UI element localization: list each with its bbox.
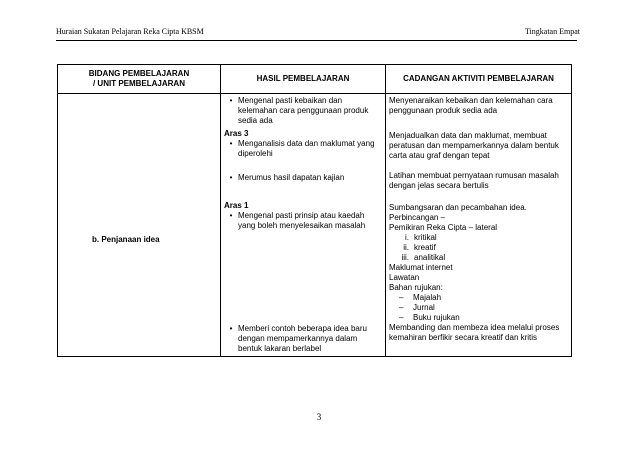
list-item: – Buku rujukan [399, 313, 460, 322]
dash-icon: – [399, 293, 404, 302]
hasil-item: • Memberi contoh beberapa idea baru dengan mempamerkannya dalam bentuk lakaran berlabel [224, 324, 382, 354]
syllabus-table [57, 64, 572, 357]
aktiviti-cell [386, 94, 572, 357]
bullet-icon: • [229, 173, 233, 182]
list-item: i. kritikal [405, 233, 437, 242]
aktiviti-line: Lawatan [389, 273, 420, 282]
bullet-icon: • [229, 139, 233, 148]
aras-3-heading: Aras 3 [224, 129, 249, 138]
table-header-row [58, 65, 572, 94]
list-item: ii. kreatif [403, 243, 436, 252]
hasil-cell [221, 94, 386, 357]
bullet-icon: • [229, 324, 233, 333]
page-number: 3 [316, 412, 322, 422]
column-header-bidang-line1: BIDANG PEMBELAJARAN [88, 69, 190, 78]
running-header-form: Tingkatan Empat [524, 27, 580, 36]
column-header-bidang-line2: / UNIT PEMBELAJARAN [92, 79, 185, 88]
list-item: – Majalah [399, 293, 442, 302]
column-header-hasil: HASIL PEMBELAJARAN [221, 65, 386, 94]
bidang-label: b. Penjanaan idea [92, 235, 160, 244]
column-header-bidang [58, 65, 221, 94]
hasil-item: • Mengenal pasti prinsip atau kaedah yang boleh menyelesaikan masalah [224, 211, 382, 324]
aktiviti-line: Sumbangsaran dan pecambahan idea. [389, 203, 527, 212]
bullet-icon: • [229, 211, 233, 220]
list-item: – Jurnal [399, 303, 435, 312]
column-header-aktiviti: CADANGAN AKTIVITI PEMBELAJARAN [386, 65, 572, 94]
hasil-item: • Merumus hasil dapatan kajian [224, 173, 382, 201]
header-rule [56, 40, 577, 41]
list-item: iii. analitikal [401, 253, 446, 262]
aras-1-heading: Aras 1 [224, 201, 249, 210]
running-header-title: Huraian Sukatan Pelajaran Reka Cipta KBSM [56, 27, 204, 36]
hasil-item: • Mengenal pasti kebaikan dan kelemahan cara penggunaan produk sedia ada [224, 96, 382, 126]
aktiviti-line: Maklumat internet [389, 263, 453, 272]
aktiviti-line: Perbincangan – [389, 213, 446, 222]
aktiviti-item: Latihan membuat pernyataan rumusan masalah dengan jelas secara bertulis [389, 171, 559, 190]
dash-icon: – [399, 303, 404, 312]
aktiviti-item: Menyenaraikan kebaikan dan kelemahan cara penggunaan produk sedia ada [389, 96, 553, 115]
bidang-cell [58, 94, 221, 357]
aktiviti-item: Membanding dan membeza idea melalui proses kemahiran berfikir secara kreatif dan kritis [389, 323, 560, 342]
aktiviti-line: Pemikiran Reka Cipta – lateral [389, 223, 498, 232]
aktiviti-item: Menjadualkan data dan maklumat, membuat peratusan dan mempamerkannya dalam bentuk carta atau graf dengan tepat [389, 131, 559, 160]
aktiviti-line: Bahan rujukan: [389, 283, 443, 292]
hasil-item: • Menganalisis data dan maklumat yang diperolehi [224, 139, 382, 173]
bullet-icon: • [229, 96, 233, 105]
table-row [58, 94, 572, 357]
dash-icon: – [399, 313, 404, 322]
